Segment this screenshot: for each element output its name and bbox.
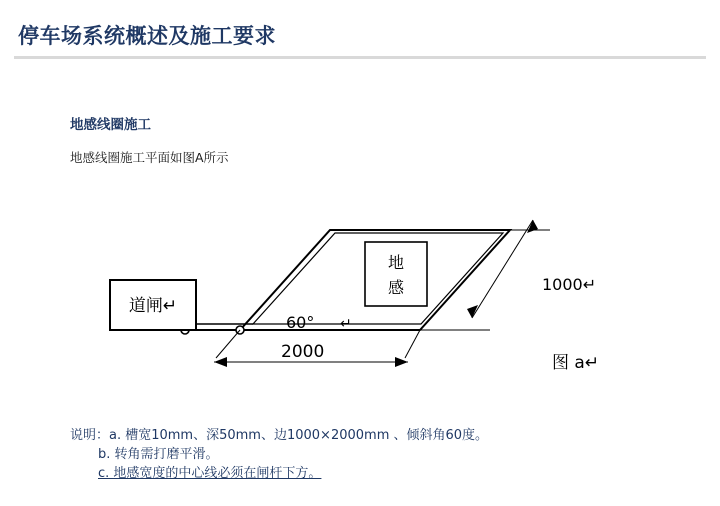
barrier-box-label: 道闸↵ — [128, 296, 178, 316]
extension-line-right-bottom — [405, 330, 420, 358]
diagram-svg — [90, 200, 650, 400]
title-divider — [14, 56, 706, 59]
angle-label: 60° — [286, 313, 315, 332]
dimension-2000-arrow-right — [395, 357, 408, 367]
note-line-a: 说明：a. 槽宽10mm、深50mm、边1000×2000mm 、倾斜角60度。 — [70, 428, 489, 443]
dimension-1000-line — [472, 220, 533, 318]
figure-caption: 图 a↵ — [552, 353, 600, 373]
page-title: 停车场系统概述及施工要求 — [18, 24, 276, 48]
angle-mark-label: ↵ — [340, 316, 352, 332]
dimension-2000-arrow-left — [214, 357, 227, 367]
dimension-1000-label: 1000↵ — [542, 275, 597, 294]
loop-detector-label-line1: 地 — [387, 253, 405, 272]
loop-detector-label-line2: 感 — [387, 278, 405, 297]
section-intro-text: 地感线圈施工平面如图A所示 — [70, 150, 229, 165]
dimension-2000-label: 2000 — [281, 342, 325, 362]
loop-installation-diagram — [90, 200, 650, 400]
notes-block — [70, 427, 670, 484]
note-line-c: c. 地感宽度的中心线必须在闸杆下方。 — [98, 465, 322, 481]
note-line-b: b. 转角需打磨平滑。 — [98, 446, 219, 462]
extension-line-left-bottom — [216, 330, 240, 358]
section-heading: 地感线圈施工 — [70, 117, 151, 133]
dimension-2000 — [214, 342, 408, 367]
dimension-1000 — [467, 220, 596, 318]
